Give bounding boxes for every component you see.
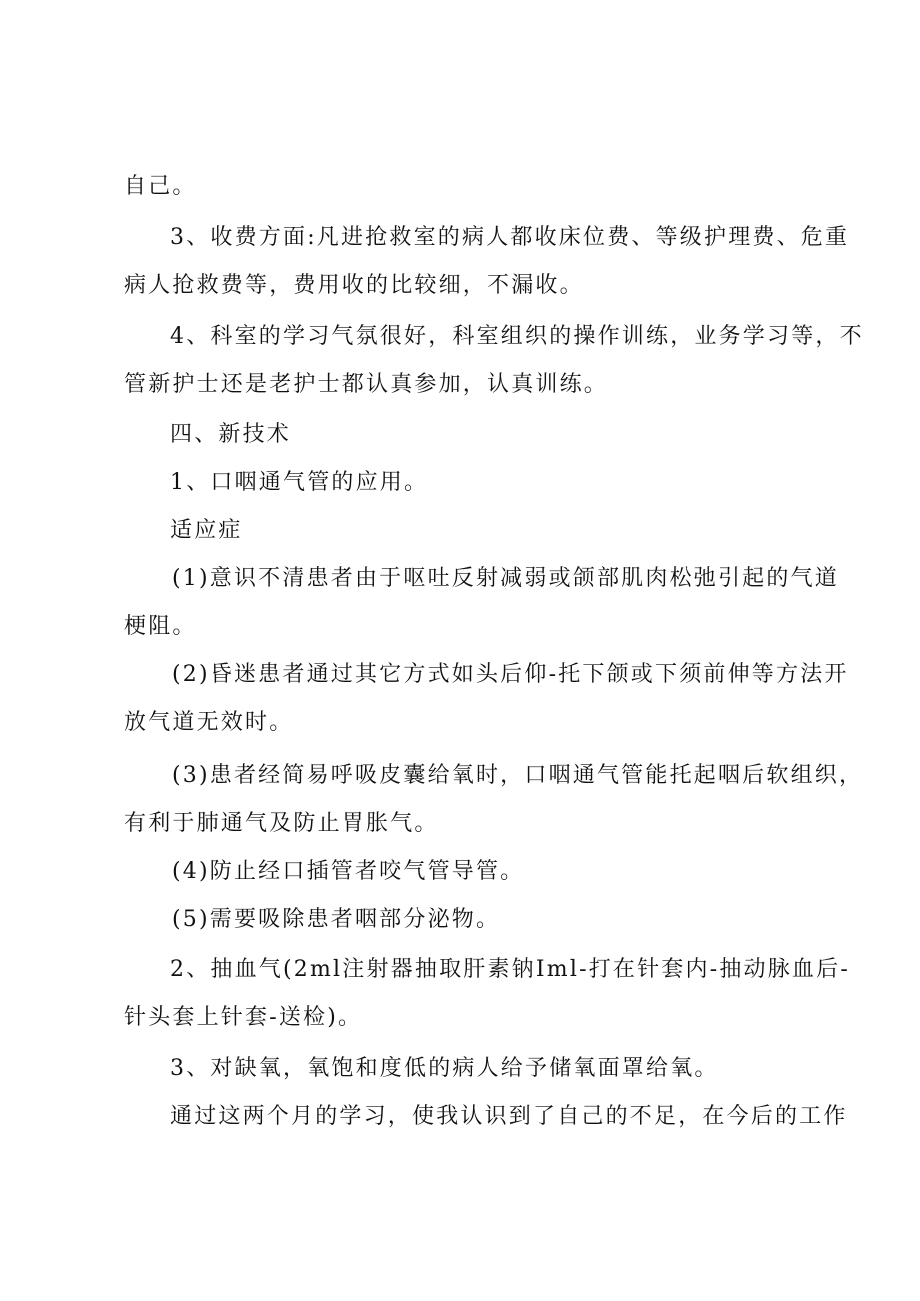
paragraph-line: 4、科室的学习气氛很好，科室组织的操作训练，业务学习等，不 (170, 324, 864, 349)
list-item-line: 梗阻。 (124, 614, 197, 639)
paragraph-line: 通过这两个月的学习，使我认识到了自己的不足，在今后的工作 (170, 1104, 848, 1129)
paragraph-line: 3、收费方面:凡进抢救室的病人都收床位费、等级护理费、危重 (170, 225, 850, 250)
list-item-line: (2)昏迷患者通过其它方式如头后仰-托下颌或下须前伸等方法开 (172, 662, 849, 687)
list-item-line: (4)防止经口插管者咬气管导管。 (172, 859, 525, 884)
list-item-line: 有利于肺通气及防止胃胀气。 (124, 811, 439, 836)
paragraph-line: 针头套上针套-送检)。 (124, 1005, 363, 1030)
list-item-line: 放气道无效时。 (124, 710, 294, 735)
list-item-line: (3)患者经简易呼吸皮囊给氧时，口咽通气管能托起咽后软组织， (172, 763, 864, 788)
paragraph-line: 3、对缺氧，氧饱和度低的病人给予储氧面罩给氧。 (170, 1056, 719, 1081)
paragraph-line: 自己。 (124, 174, 197, 199)
section-heading: 四、新技术 (170, 422, 292, 447)
paragraph-line: 病人抢救费等，费用收的比较细，不漏收。 (124, 273, 584, 298)
paragraph-line: 2、抽血气(2ml注射器抽取肝素钠Iml-打在针套内-抽动脉血后- (170, 957, 850, 982)
paragraph-line: 1、口咽通气管的应用。 (170, 470, 429, 495)
list-item-line: (5)需要吸除患者咽部分泌物。 (172, 907, 501, 932)
paragraph-line: 管新护士还是老护士都认真参加，认真训练。 (124, 372, 609, 397)
subheading: 适应症 (170, 518, 243, 543)
list-item-line: (1)意识不清患者由于呕吐反射减弱或颌部肌肉松弛引起的气道 (172, 566, 839, 591)
